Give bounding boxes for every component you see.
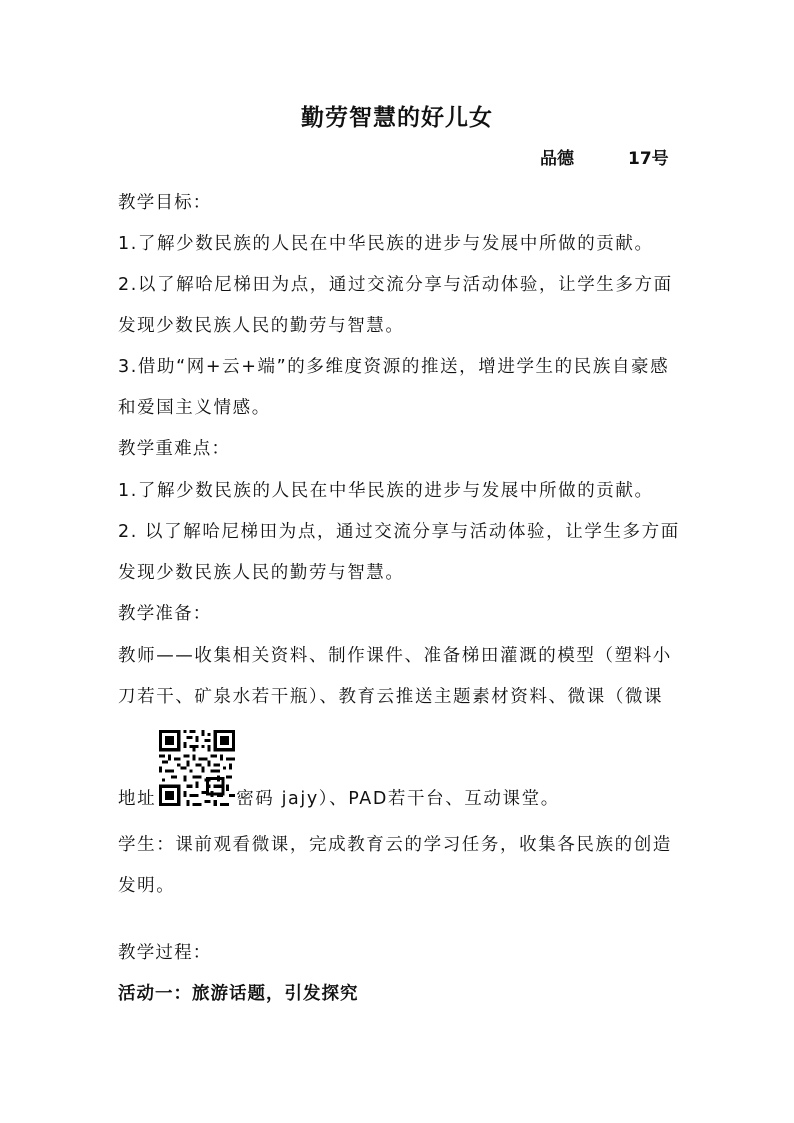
key-point-line: 2. 以了解哈尼梯田为点，通过交流分享与活动体验，让学生多方面 <box>118 522 680 542</box>
document-title: 勤劳智慧的好儿女 <box>301 105 493 131</box>
student-prep-line: 学生：课前观看微课，完成教育云的学习任务，收集各民族的创造 <box>118 835 672 855</box>
objective-line: 1.了解少数民族的人民在中华民族的进步与发展中所做的贡献。 <box>118 234 654 254</box>
preparation-heading: 教学准备： <box>118 604 212 624</box>
number-label: 17号 <box>628 149 669 169</box>
key-point-line: 1.了解少数民族的人民在中华民族的进步与发展中所做的贡献。 <box>118 481 654 501</box>
objective-line: 2.以了解哈尼梯田为点，通过交流分享与活动体验，让学生多方面 <box>118 275 673 295</box>
process-heading: 教学过程： <box>118 943 212 963</box>
address-line <box>118 786 560 812</box>
key-points-heading: 教学重难点： <box>118 439 231 459</box>
address-prefix: 地址 <box>118 789 157 809</box>
objective-line: 发现少数民族人民的勤劳与智慧。 <box>118 316 405 336</box>
subject-label: 品德 <box>540 149 574 169</box>
student-prep-line: 发明。 <box>118 876 176 896</box>
objective-line: 和爱国主义情感。 <box>118 398 271 418</box>
activity-one-heading: 活动一：旅游话题，引发探究 <box>118 984 359 1004</box>
objective-line: 3.借助“网+云+端”的多维度资源的推送，增进学生的民族自豪感 <box>118 357 670 377</box>
key-point-line: 发现少数民族人民的勤劳与智慧。 <box>118 563 405 583</box>
teacher-prep-line: 刀若干、矿泉水若干瓶）、教育云推送主题素材资料、微课（微课 <box>118 687 664 707</box>
address-suffix: 密码 jajy）、PAD若干台、互动课堂。 <box>236 789 560 809</box>
objectives-heading: 教学目标： <box>118 193 212 213</box>
teacher-prep-line: 教师——收集相关资料、制作课件、准备梯田灌溉的模型（塑料小 <box>118 646 672 666</box>
